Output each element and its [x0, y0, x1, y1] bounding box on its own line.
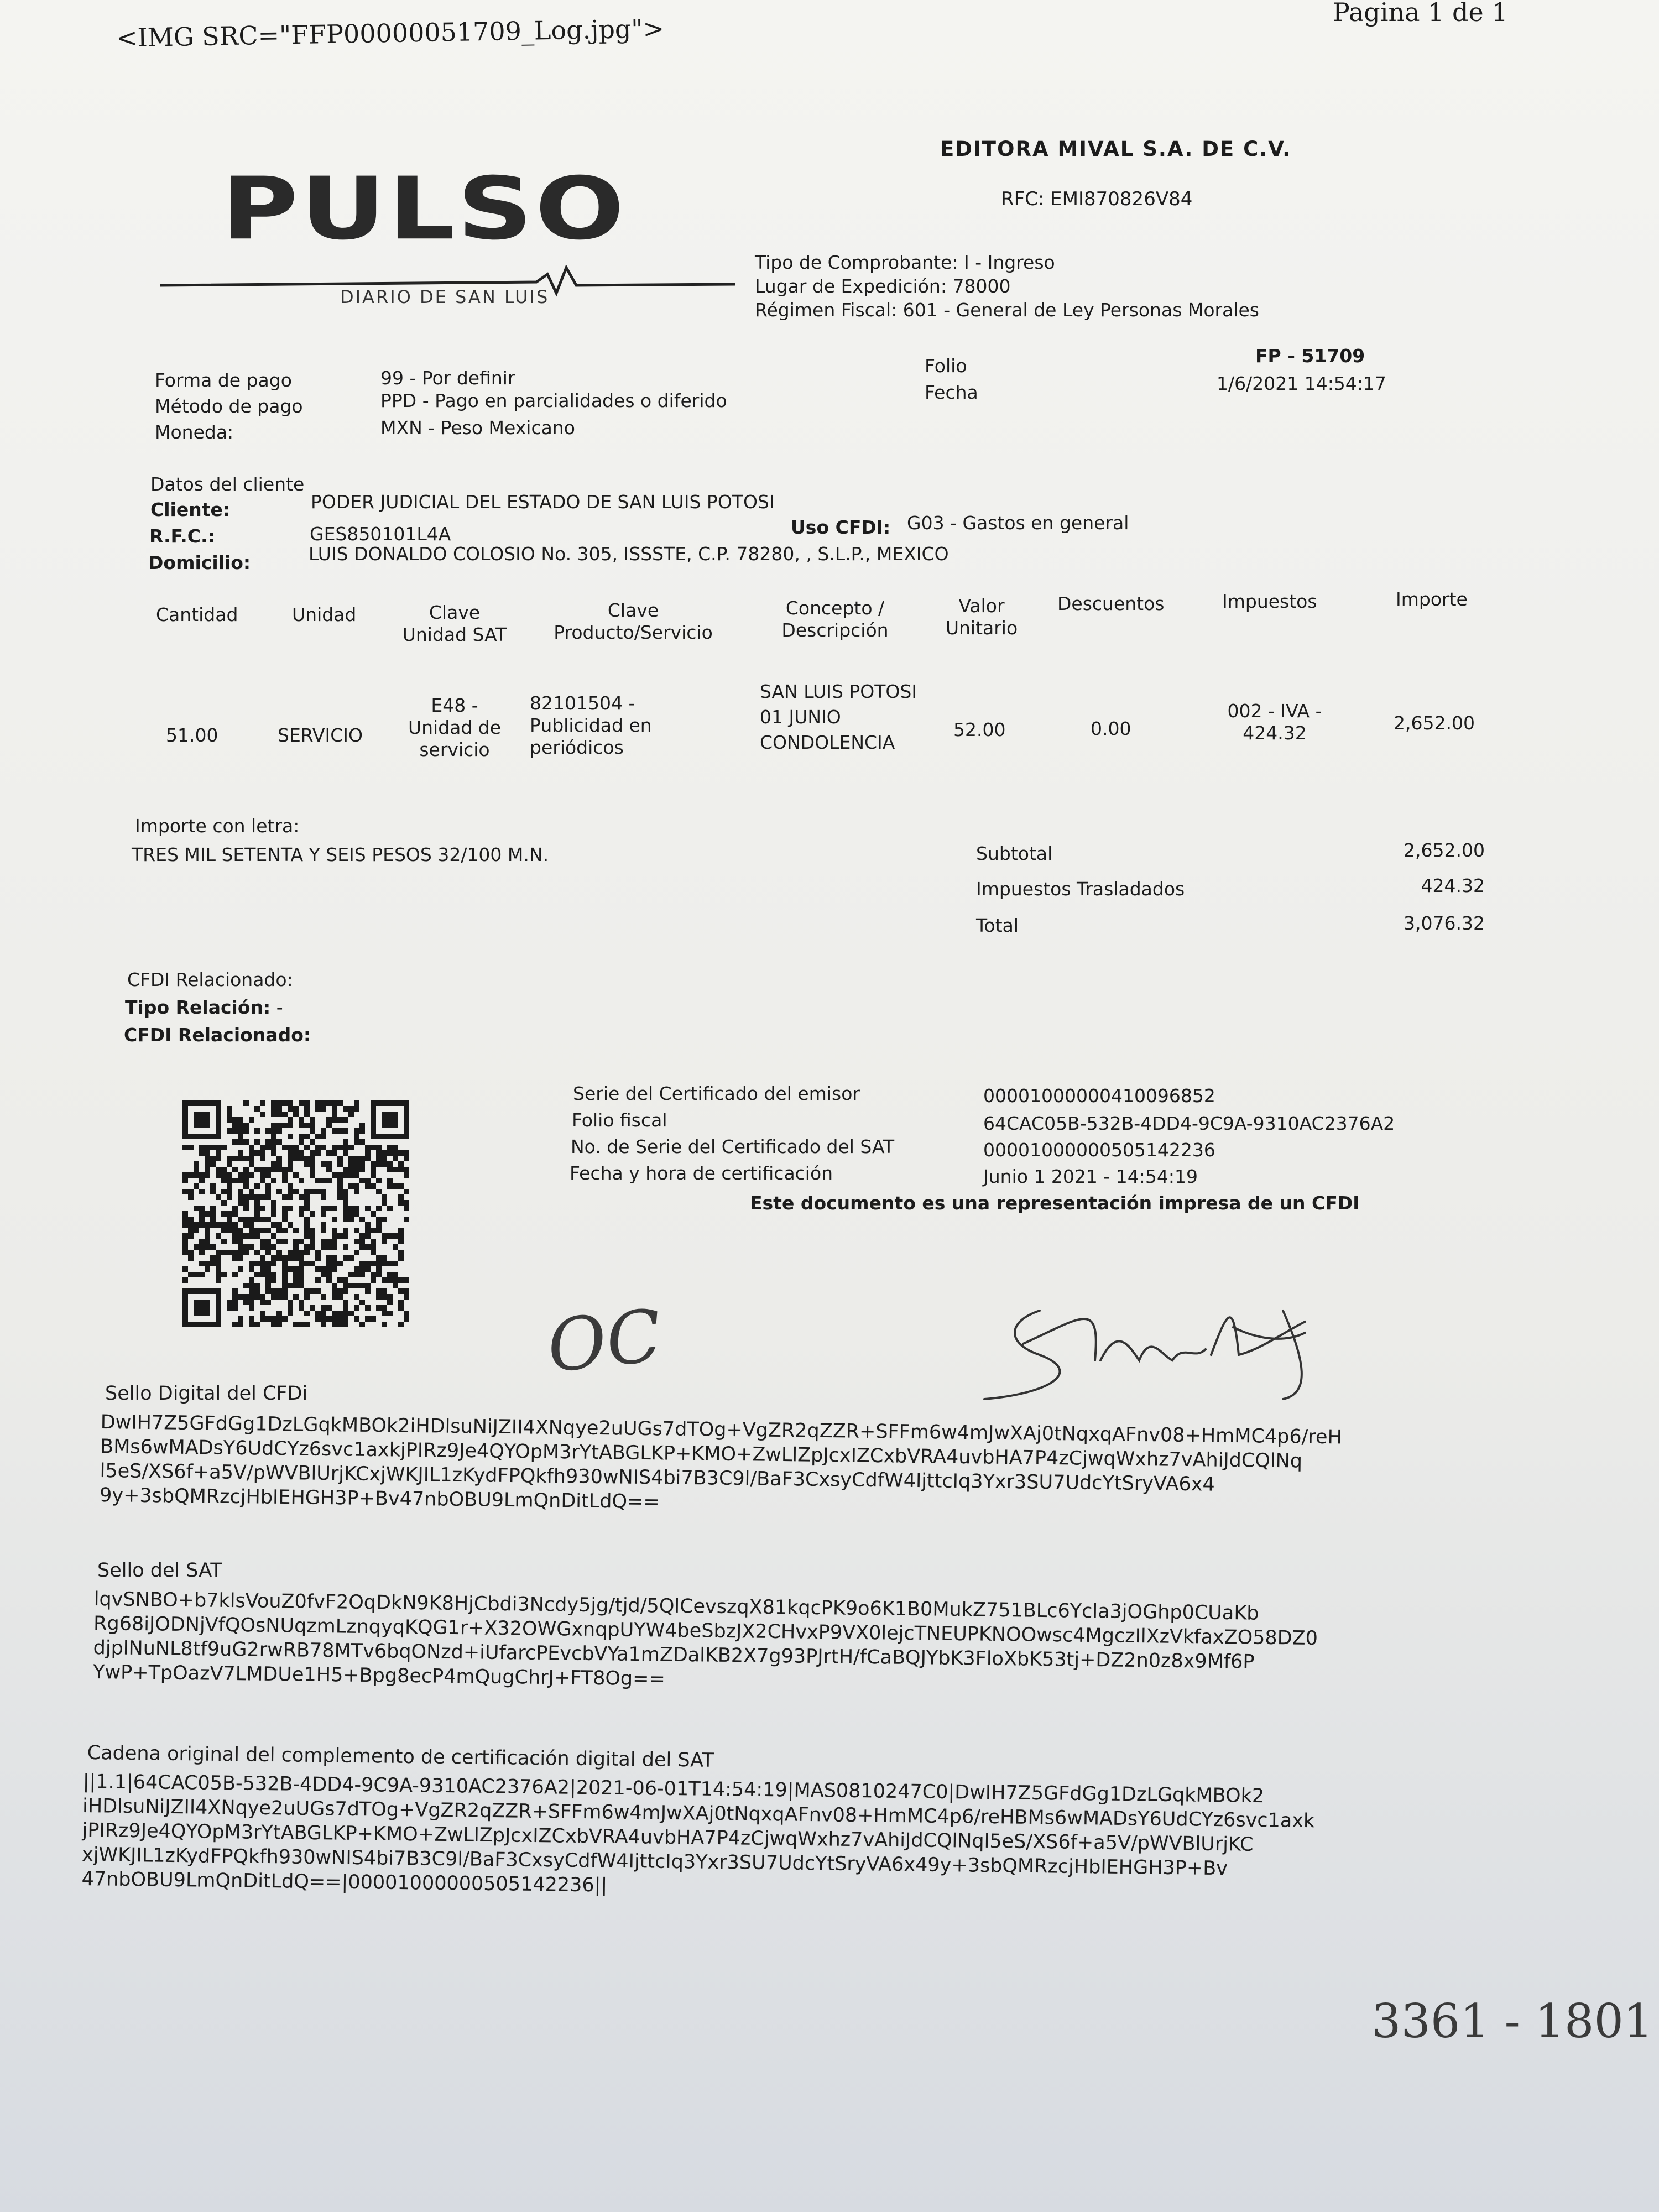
header-valor-unitario: Valor Unitario [945, 595, 1018, 639]
rfc-label: R.F.C.: [149, 525, 215, 547]
cfdi-relacionado-title: CFDI Relacionado: [127, 969, 293, 990]
fecha-certificacion-value: Junio 1 2021 - 14:54:19 [983, 1166, 1198, 1187]
fecha-certificacion-label: Fecha y hora de certificación [570, 1162, 833, 1184]
domicilio-label: Domicilio: [148, 552, 251, 573]
folio-label: Folio [925, 355, 967, 377]
subtotal-value: 2,652.00 [1404, 839, 1485, 861]
row-cantidad: 51.00 [166, 724, 218, 746]
cfdi-representation-note: Este documento es una representación impresa de un CFDI [750, 1192, 1360, 1214]
tipo-relacion-value: - [270, 997, 283, 1018]
header-importe: Importe [1396, 588, 1468, 610]
rfc-value: GES850101L4A [310, 523, 451, 545]
folio-fiscal-value: 64CAC05B-532B-4DD4-9C9A-9310AC2376A2 [983, 1113, 1395, 1134]
logo-brand: PULSO [221, 158, 627, 259]
header-impuestos: Impuestos [1222, 591, 1317, 612]
moneda-label: Moneda: [155, 421, 234, 443]
domicilio-value: LUIS DONALDO COLOSIO No. 305, ISSSTE, C.P. 78280, , S.L.P., MEXICO [309, 543, 949, 565]
fecha-value: 1/6/2021 14:54:17 [1217, 373, 1386, 394]
sello-sat-label: Sello del SAT [97, 1559, 222, 1582]
fecha-label: Fecha [925, 382, 978, 403]
uso-cfdi-label: Uso CFDI: [791, 517, 891, 538]
metodo-pago-label: Método de pago [155, 395, 303, 417]
cadena-original-value: ||1.1|64CAC05B-532B-4DD4-9C9A-9310AC2376A2|2021-06-01T14:54:19|MAS0810247C0|DwIH7Z5GFdGg1DzLGqkMBOk2 iHDlsuNiJZII4XNqye2uUGs7dTOg+VgZR2qZZR+SFFm6w4mJwXAj0tNqxqAFnv08+HmMC4p6/reHBMs6wMADsY6UdCYz6svc1axk jPIRz9Je4QYOpM3rYtABGLKP+KMO+ZwLlZpJcxIZCxbVRA4uvbHA7P4zCjwqWxhz7vAhiJdCQlNql5eS/XS6f+a5V/pWVBlUrjKC xjWKJIL1zKydFPQkfh930wNIS4bi7B3C9l/BaF3CxsyCdfW4IjttcIq3Yxr3SU7UdcYtSryVA6x49y+3sbQMRzcjHbIEHGH3P+Bv 47nbOBU9LmQnDitLdQ==|00001000000505142236|| [81, 1770, 1315, 1897]
impuestos-trasladados-value: 424.32 [1421, 875, 1485, 896]
handwritten-initials: OC [543, 1293, 666, 1389]
page-number: Pagina 1 de 1 [1333, 0, 1508, 27]
cliente-label: Cliente: [150, 499, 231, 520]
row-valor-unitario: 52.00 [953, 719, 1006, 740]
row-clave-producto: 82101504 - Publicidad en periódicos [530, 692, 652, 758]
header-clave-producto: Clave Producto/Servicio [554, 599, 713, 643]
forma-pago-value: 99 - Por definir [380, 367, 515, 389]
row-clave-unidad: E48 - Unidad de servicio [408, 695, 502, 760]
image-tag-text: <IMG SRC="FFP00000051709_Log.jpg"> [116, 13, 665, 53]
importe-letra-value: TRES MIL SETENTA Y SEIS PESOS 32/100 M.N. [132, 844, 549, 865]
certificado-sat-label: No. de Serie del Certificado del SAT [571, 1136, 895, 1157]
row-concepto: SAN LUIS POTOSI 01 JUNIO CONDOLENCIA [760, 681, 917, 753]
logo-subtitle: DIARIO DE SAN LUIS [340, 286, 550, 307]
row-unidad: SERVICIO [278, 724, 363, 746]
cadena-original-label: Cadena original del complemento de certificación digital del SAT [87, 1742, 714, 1772]
uso-cfdi-value: G03 - Gastos en general [907, 512, 1129, 534]
certificado-sat-value: 00001000000505142236 [983, 1139, 1215, 1161]
sello-sat-value: lqvSNBO+b7klsVouZ0fvF2OqDkN9K8HjCbdi3Ncdy5jg/tjd/5QlCevszqX81kqcPK9o6K1B0MukZ751BLc6Ycla3jOGhp0CUaKb Rg68iJODNjVfQOsNUqzmLznqyqKQG1r+X32OWGxnqpUYW4beSbzJX2CHvxP9VX0lejcTNEUPKNOOwsc4MgczIlXzVkfaxZO58DZ0 djplNuNL8tf9uG2rwRB78MTv6bqONzd+iUfarcPEvcbVYa1mZDalKB2X7g93PJrtH/fCaBQJYbK3FloXbK53tj+DZ2n0z8x9Mf6P YwP+TpOazV7LMDUe1H5+Bpg8ecP4mQugChrJ+FT8Og== [92, 1588, 1318, 1691]
serie-certificado-label: Serie del Certificado del emisor [573, 1083, 860, 1104]
issuer-rfc: RFC: EMI870826V84 [1001, 188, 1193, 210]
header-unidad: Unidad [292, 604, 357, 625]
qr-code [182, 1098, 409, 1330]
tipo-relacion-label: Tipo Relación: [125, 997, 271, 1018]
metodo-pago-value: PPD - Pago en parcialidades o diferido [380, 390, 727, 411]
importe-letra-label: Importe con letra: [135, 815, 300, 837]
folio-fiscal-label: Folio fiscal [572, 1109, 667, 1131]
header-descuentos: Descuentos [1057, 593, 1165, 614]
lugar-expedicion: Lugar de Expedición: 78000 [755, 275, 1011, 297]
regimen-fiscal: Régimen Fiscal: 601 - General de Ley Personas Morales [755, 299, 1259, 321]
total-value: 3,076.32 [1404, 912, 1485, 934]
pulso-logo [160, 158, 735, 321]
impuestos-trasladados-label: Impuestos Trasladados [976, 878, 1185, 900]
row-importe: 2,652.00 [1394, 712, 1475, 734]
moneda-value: MXN - Peso Mexicano [380, 417, 575, 439]
signature [973, 1277, 1338, 1410]
header-clave-unidad: Clave Unidad SAT [402, 602, 507, 645]
issuer-name: EDITORA MIVAL S.A. DE C.V. [940, 137, 1292, 161]
header-concepto: Concepto / Descripción [781, 597, 889, 641]
subtotal-label: Subtotal [976, 843, 1053, 864]
handwritten-number: 3361 - 1801 [1371, 1994, 1653, 2048]
serie-certificado-value: 00001000000410096852 [983, 1085, 1215, 1107]
row-impuestos: 002 - IVA - 424.32 [1227, 700, 1322, 744]
header-cantidad: Cantidad [156, 604, 238, 625]
client-section-label: Datos del cliente [150, 473, 305, 495]
sello-cfdi-value: DwIH7Z5GFdGg1DzLGqkMBOk2iHDlsuNiJZII4XNqye2uUGs7dTOg+VgZR2qZZR+SFFm6w4mJwXAj0tNqxqAFnv08+HmMC4p6/reH BMs6wMADsY6UdCYz6svc1axkjPIRz9Je4QYOpM3rYtABGLKP+KMO+ZwLlZpJcxIZCxbVRA4uvbHA7P4zCjwqWxhz7vAhiJdCQlNq l5eS/XS6f+a5V/pWVBlUrjKCxjWKJIL1zKydFPQkfh930wNIS4bi7B3C9l/BaF3CxsyCdfW4IjttcIq3Yxr3SU7UdcYtSryVA6x4 9y+3sbQMRzcjHbIEHGH3P+Bv47nbOBU9LmQnDitLdQ== [99, 1411, 1343, 1514]
cfdi-relacionado-label: CFDI Relacionado: [124, 1024, 311, 1046]
cliente-value: PODER JUDICIAL DEL ESTADO DE SAN LUIS POTOSI [311, 491, 775, 513]
folio-value: FP - 51709 [1255, 345, 1365, 367]
total-label: Total [976, 915, 1019, 936]
tipo-relacion [125, 997, 283, 1019]
forma-pago-label: Forma de pago [155, 369, 292, 391]
sello-cfdi-label: Sello Digital del CFDi [105, 1383, 308, 1405]
row-descuentos: 0.00 [1091, 718, 1131, 739]
tipo-comprobante: Tipo de Comprobante: I - Ingreso [755, 252, 1055, 273]
